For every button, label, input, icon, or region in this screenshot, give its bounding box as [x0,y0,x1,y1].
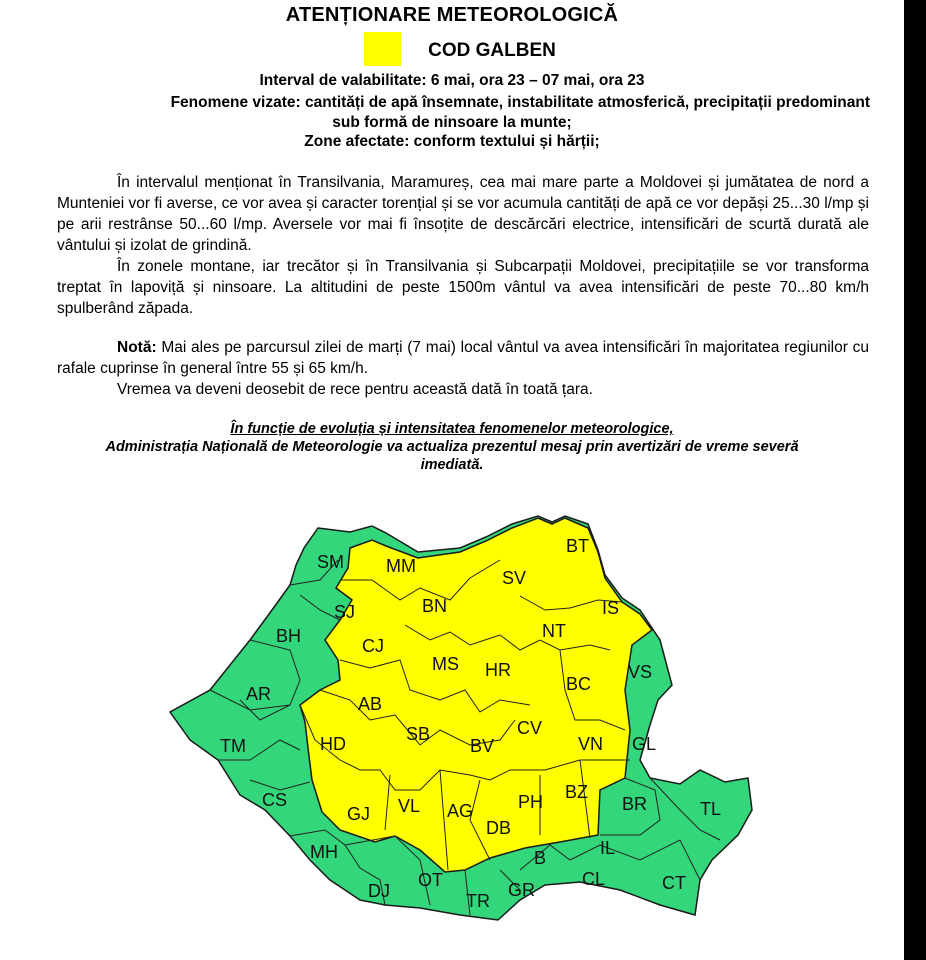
notice-line-1: În funcție de evoluția și intensitatea fenomenelor meteorologice, [230,421,674,437]
county-label-ab: AB [358,694,383,714]
warning-code: COD GALBEN [428,40,556,61]
county-label-tl: TL [700,799,722,819]
county-label-cs: CS [262,790,288,810]
county-label-gl: GL [632,734,657,754]
county-label-bz: BZ [565,782,589,802]
county-label-tm: TM [220,736,246,756]
county-label-sv: SV [502,568,527,588]
county-label-bv: BV [470,736,495,756]
phenomena-line-1: Fenomene vizate: cantități de apă însemnate, instabilitate atmosferică, precipitații predominant [170,94,870,111]
county-label-cv: CV [517,718,543,738]
paragraph-precipitation: În intervalul menționat în Transilvania, Maramureș, cea mai mare parte a Moldovei și jumătatea de nord a Munteniei vor fi averse, ce vor avea și caracter torențial și se vor acumula cantități de apă ce vor depăși 25...30 l/mp și pe arii restrânse 50...60 l/mp. Aversele vor mai fi însoțite de descărcări electrice, intensificări de scurtă durată ale vântului și izolat de grindină. [57,174,869,254]
county-label-ot: OT [418,870,443,890]
phenomena-line-2: sub formă de ninsoare la munte; [332,114,572,131]
county-label-ms: MS [432,654,459,674]
county-label-ag: AG [447,801,474,821]
document-title: ATENȚIONARE METEOROLOGICĂ [285,4,619,26]
affected-zones: Zone afectate: conform textului și hărții; [304,133,600,150]
notice-line-2: Administrația Națională de Meteorologie va actualiza prezentul mesaj prin avertizări de vreme severă [105,439,799,455]
county-label-bh: BH [276,626,302,646]
county-label-gj: GJ [347,804,371,824]
paragraph-mountains: În zonele montane, iar trecător și în Transilvania și Subcarpații Moldovei, precipitațiile se vor transforma treptat în lapoviță și ninsoare. La altitudini de peste 1500m vântul va avea intensificări de peste 70...80 km/h spulberând zăpada. [57,258,869,317]
county-label-br: BR [622,794,648,814]
note-label: Notă: [117,339,157,356]
county-label-b: B [534,848,547,868]
county-label-ar: AR [246,684,272,704]
county-label-dj: DJ [368,881,390,901]
county-label-mm: MM [386,556,416,576]
county-label-tr: TR [466,891,490,911]
county-label-vl: VL [398,796,421,816]
county-label-db: DB [486,818,512,838]
county-label-bn: BN [422,596,448,616]
county-label-is: IS [602,598,620,618]
note-text: Mai ales pe parcursul zilei de marți (7 mai) local vântul va avea intensificări în majoritatea regiunilor cu rafale cuprinse în general între 55 și 65 km/h. [57,339,869,377]
county-label-ct: CT [662,873,686,893]
county-label-mh: MH [310,842,338,862]
county-label-cl: CL [582,869,606,889]
notice-line-3: imediată. [420,457,484,473]
county-label-sb: SB [406,724,431,744]
county-label-sj: SJ [334,602,356,622]
county-label-il: IL [600,838,616,858]
validity-interval: Interval de valabilitate: 6 mai, ora 23 – 07 mai, ora 23 [259,72,645,89]
county-label-bc: BC [566,674,592,694]
county-label-hd: HD [320,734,346,754]
county-label-nt: NT [542,621,566,641]
county-label-cj: CJ [362,636,384,656]
county-label-hr: HR [485,660,511,680]
county-label-sm: SM [317,552,344,572]
county-label-bt: BT [566,536,590,556]
county-label-vs: VS [628,662,653,682]
county-label-vn: VN [578,734,604,754]
county-label-ph: PH [518,792,544,812]
county-label-gr: GR [508,880,535,900]
paragraph-cold: Vremea va deveni deosebit de rece pentru această dată în toată țara. [117,381,593,398]
